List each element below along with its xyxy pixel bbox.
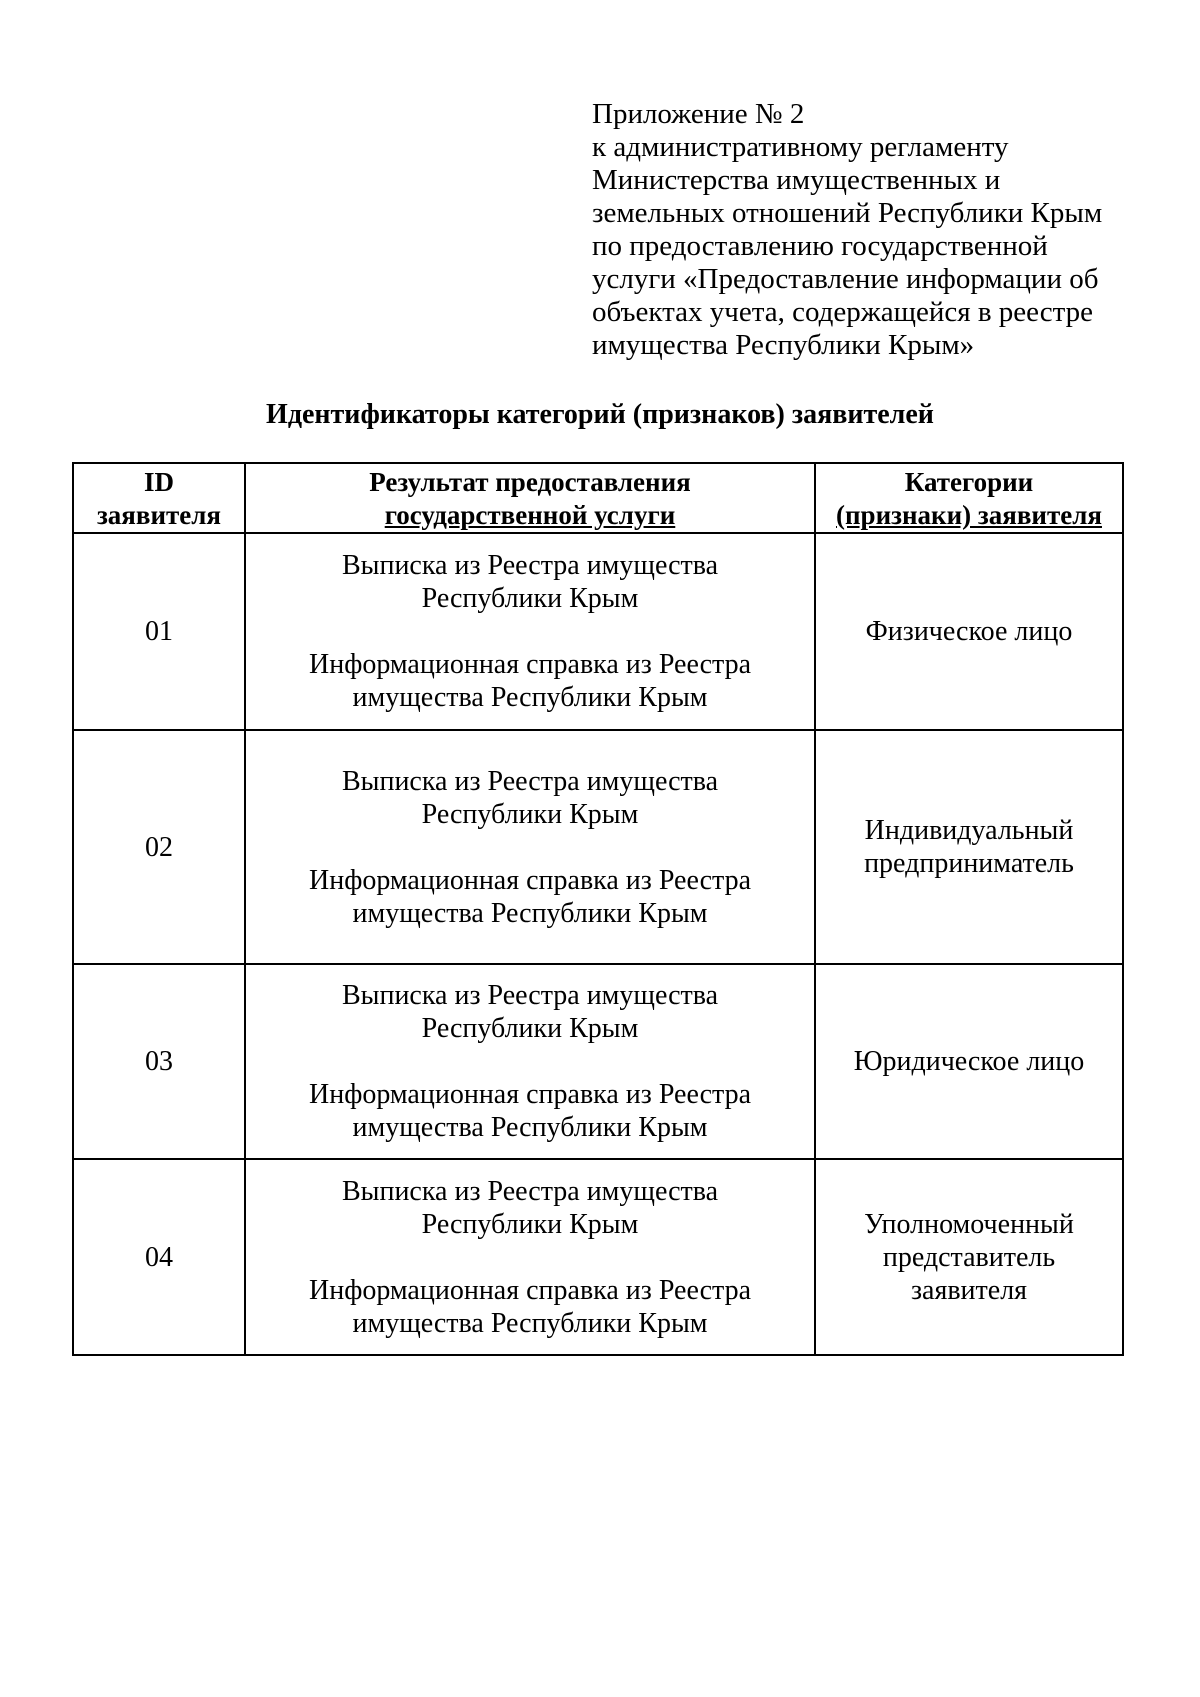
result-line: имущества Республики Крым [352,682,708,713]
category-cell [815,730,1123,964]
header-category-line: Категории [904,467,1034,497]
table-row [73,964,1123,1159]
document-title: Идентификаторы категорий (признаков) заявителей [266,399,934,430]
header-result-line: государственной услуги [384,500,676,530]
result-line: имущества Республики Крым [352,897,708,929]
appendix-line: услуги «Предоставление информации об [592,263,1099,295]
result-cell [245,1159,815,1355]
category-cell [815,964,1123,1159]
category-line: представитель [882,1241,1056,1273]
result-cell [245,964,815,1159]
header-result [245,463,815,533]
result-line: имущества Республики Крым [352,1112,708,1143]
applicant-id-cell: 02 [73,730,245,964]
applicant-categories-table [72,462,1124,1356]
result-line: Информационная справка из Реестра [308,864,752,896]
header-id [73,463,245,533]
result-line: Республики Крым [421,583,639,614]
category-cell [815,533,1123,730]
category-line: Индивидуальный [864,815,1074,846]
category-line: Физическое лицо [865,616,1073,647]
category-line: Юридическое лицо [853,1046,1085,1077]
table-row [73,533,1123,730]
table-row [73,730,1123,964]
spacer [250,1241,810,1274]
appendix-line: объектах учета, содержащейся в реестре [592,296,1094,328]
result-line: Выписка из Реестра имущества [341,1175,719,1207]
header-category-line: (признаки) заявителя [836,500,1102,530]
applicant-id-cell: 01 [73,533,245,730]
result-cell [245,533,815,730]
appendix-header [592,98,1112,362]
result-line: Республики Крым [421,1208,639,1240]
category-line: Уполномоченный [864,1208,1074,1240]
spacer [250,1045,810,1078]
header-id-line: ID [143,467,174,497]
header-id-line: заявителя [96,500,222,530]
category-line: предприниматель [864,848,1074,879]
applicant-id-cell: 03 [73,964,245,1159]
result-line: Информационная справка из Реестра [308,649,752,680]
result-line: Информационная справка из Реестра [308,1079,752,1110]
appendix-line: земельных отношений Республики Крым [592,197,1103,229]
result-cell [245,730,815,964]
appendix-line: Приложение № 2 [592,98,805,130]
header-category [815,463,1123,533]
header-result-line: Результат предоставления [369,467,691,497]
category-line: заявителя [910,1274,1028,1306]
result-line: имущества Республики Крым [352,1307,708,1339]
result-line: Информационная справка из Реестра [308,1274,752,1306]
category-cell [815,1159,1123,1355]
spacer [250,615,810,648]
result-line: Выписка из Реестра имущества [341,550,719,581]
result-line: Выписка из Реестра имущества [341,980,719,1011]
appendix-line: Министерства имущественных и [592,164,1001,196]
appendix-line: к административному регламенту [592,131,1009,163]
result-line: Выписка из Реестра имущества [341,765,719,797]
table-row [73,1159,1123,1355]
table-header [73,463,1123,533]
spacer [250,831,810,864]
appendix-line: по предоставлению государственной [592,230,1048,262]
result-line: Республики Крым [421,798,639,830]
header-row [73,463,1123,533]
table-body [73,533,1123,1355]
applicant-id-cell: 04 [73,1159,245,1355]
appendix-line: имущества Республики Крым» [592,329,975,361]
result-line: Республики Крым [421,1013,639,1044]
